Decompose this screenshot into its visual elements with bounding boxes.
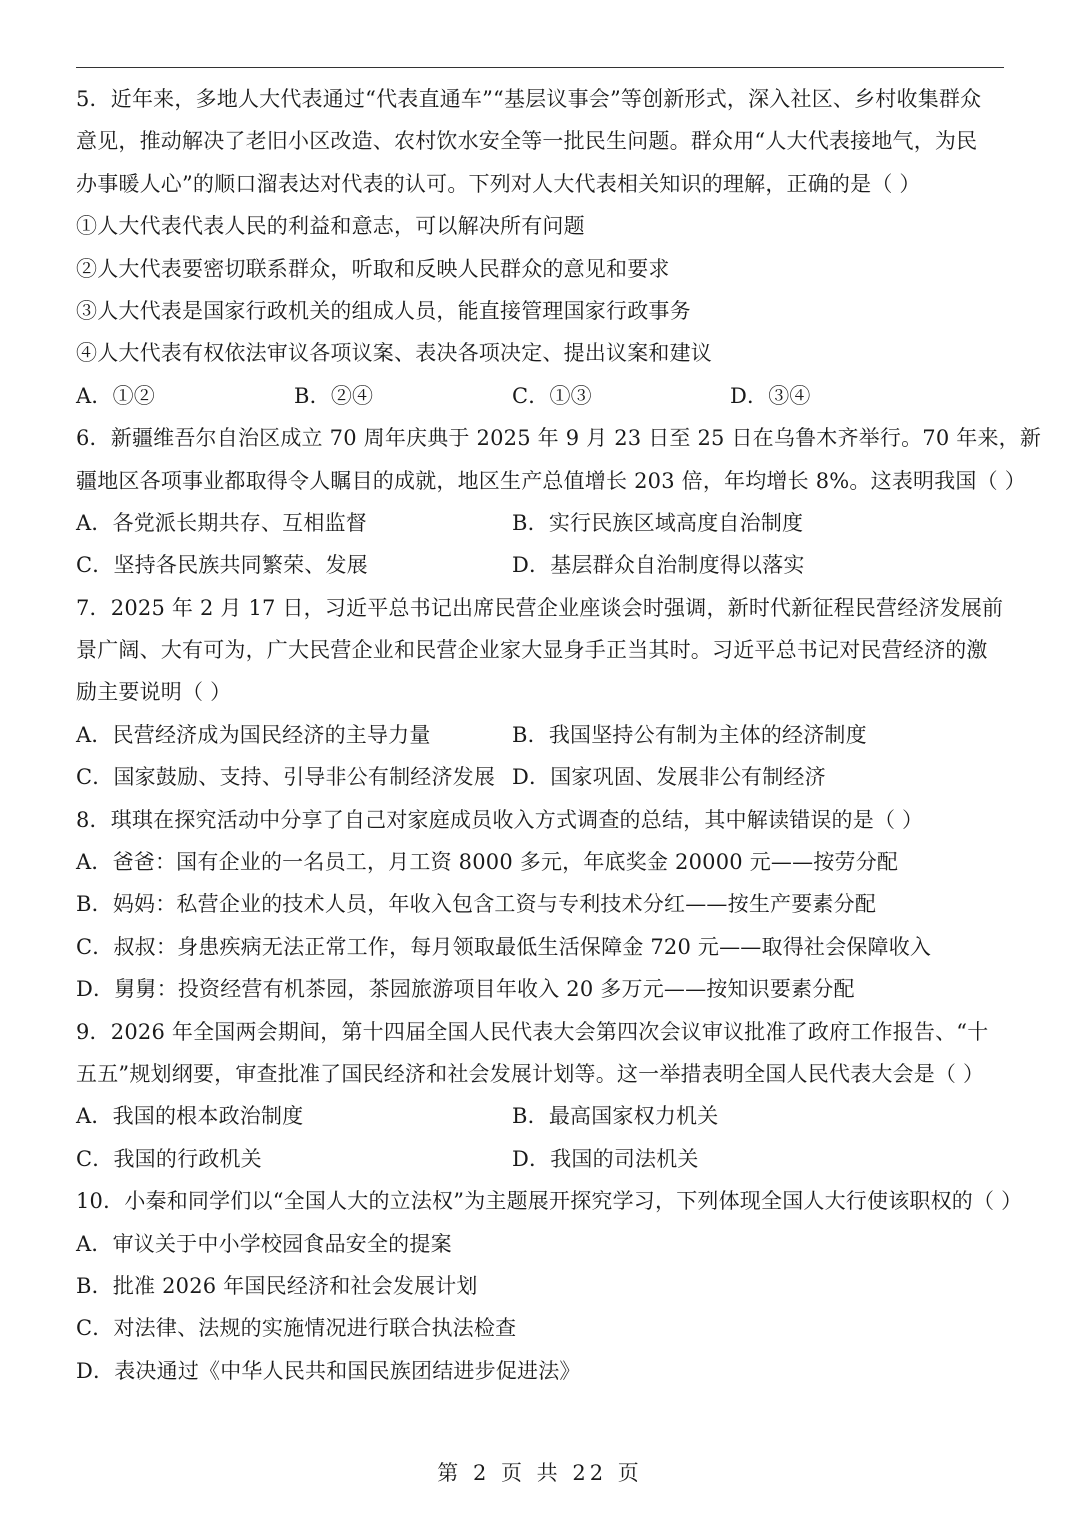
- option-row: [76, 1095, 1016, 1137]
- option-d: D．基层群众自治制度得以落实: [512, 553, 805, 578]
- option-d: D．③④: [730, 383, 811, 408]
- option-row: [76, 714, 1016, 756]
- option-b: B．最高国家权力机关: [512, 1104, 719, 1129]
- option-row: [76, 544, 1016, 586]
- question-stem-line: 疆地区各项事业都取得令人瞩目的成就，地区生产总值增长 203 倍，年均增长 8%。这表明我国（ ）: [76, 468, 1026, 493]
- question-stem-line: 意见，推动解决了老旧小区改造、农村饮水安全等一批民生问题。群众用“人大代表接地气，为民: [76, 129, 978, 154]
- statement-2: ②人大代表要密切联系群众，听取和反映人民群众的意见和要求: [76, 256, 670, 281]
- question-8: [76, 799, 1016, 1011]
- question-list: [76, 78, 1042, 1392]
- option-c: C．我国的行政机关: [76, 1146, 262, 1171]
- option-b: B．批准 2026 年国民经济和社会发展计划: [76, 1273, 478, 1298]
- option-d: D．舅舅：投资经营有机茶园，茶园旅游项目年收入 20 多万元——按知识要素分配: [76, 977, 855, 1002]
- question-stem-line: 7．2025 年 2 月 17 日，习近平总书记出席民营企业座谈会时强调，新时代新征程民营经济发展前: [76, 595, 1004, 620]
- question-7: [76, 587, 1016, 799]
- option-b: B．妈妈：私营企业的技术人员，年收入包含工资与专利技术分红——按生产要素分配: [76, 892, 877, 917]
- option-b: B．实行民族区域高度自治制度: [512, 510, 804, 535]
- option-c: C．国家鼓励、支持、引导非公有制经济发展: [76, 765, 496, 790]
- option-d: D．我国的司法机关: [512, 1146, 699, 1171]
- question-6: [76, 417, 1042, 587]
- option-c: C．①③: [512, 383, 592, 408]
- question-10: [76, 1180, 1023, 1392]
- question-stem-line: 5．近年来，多地人大代表通过“代表直通车”“基层议事会”等创新形式，深入社区、乡村收集群众: [76, 87, 982, 111]
- question-stem-line: 景广阔、大有可为，广大民营企业和民营企业家大显身手正当其时。习近平总书记对民营经济的激: [76, 638, 988, 663]
- option-row: [76, 375, 1016, 417]
- option-a: A．审议关于中小学校园食品安全的提案: [76, 1231, 452, 1256]
- question-stem-line: 8．琪琪在探究活动中分享了自己对家庭成员收入方式调查的总结，其中解读错误的是（ ）: [76, 807, 924, 832]
- option-d: D．表决通过《中华人民共和国民族团结进步促进法》: [76, 1358, 581, 1383]
- header-rule: [76, 67, 1004, 68]
- option-row: [76, 502, 1016, 544]
- option-b: B．②④: [294, 383, 374, 408]
- question-stem-line: 办事暖人心”的顺口溜表达对代表的认可。下列对人大代表相关知识的理解，正确的是（ ）: [76, 171, 921, 196]
- option-a: A．爸爸：国有企业的一名员工，月工资 8000 多元，年底奖金 20000 元——按劳分配: [76, 850, 899, 875]
- statement-4: ④人大代表有权依法审议各项议案、表决各项决定、提出议案和建议: [76, 341, 712, 366]
- option-d: D．国家巩固、发展非公有制经济: [512, 765, 826, 790]
- option-b: B．我国坚持公有制为主体的经济制度: [512, 722, 867, 747]
- statement-1: ①人大代表代表人民的利益和意志，可以解决所有问题: [76, 214, 585, 239]
- option-c: C．坚持各民族共同繁荣、发展: [76, 553, 368, 578]
- question-stem-line: 6．新疆维吾尔自治区成立 70 周年庆典于 2025 年 9 月 23 日至 25 日在乌鲁木齐举行。70 年来，新: [76, 426, 1042, 451]
- statement-3: ③人大代表是国家行政机关的组成人员，能直接管理国家行政事务: [76, 298, 691, 323]
- question-stem-line: 励主要说明（ ）: [76, 680, 232, 705]
- question-9: [76, 1011, 1016, 1181]
- option-row: [76, 756, 1016, 798]
- option-row: [76, 1138, 1016, 1180]
- question-stem-line: 9．2026 年全国两会期间，第十四届全国人民代表大会第四次会议审议批准了政府工作报告、“十: [76, 1019, 989, 1044]
- option-a: A．我国的根本政治制度: [76, 1104, 304, 1129]
- option-a: A．①②: [76, 383, 155, 408]
- option-a: A．各党派长期共存、互相监督: [76, 510, 367, 535]
- question-5: [76, 78, 1016, 417]
- option-a: A．民营经济成为国民经济的主导力量: [76, 722, 431, 747]
- option-c: C．对法律、法规的实施情况进行联合执法检查: [76, 1316, 517, 1341]
- question-stem-line: 10．小秦和同学们以“全国人大的立法权”为主题展开探究学习，下列体现全国人大行使该职权的（ ）: [76, 1189, 1023, 1214]
- question-stem-line: 五五”规划纲要，审查批准了国民经济和社会发展计划等。这一举措表明全国人民代表大会是（ ）: [76, 1061, 985, 1086]
- page-number: 第 2 页 共 22 页: [437, 1461, 643, 1485]
- option-c: C．叔叔：身患疾病无法正常工作，每月领取最低生活保障金 720 元——取得社会保障收入: [76, 934, 932, 959]
